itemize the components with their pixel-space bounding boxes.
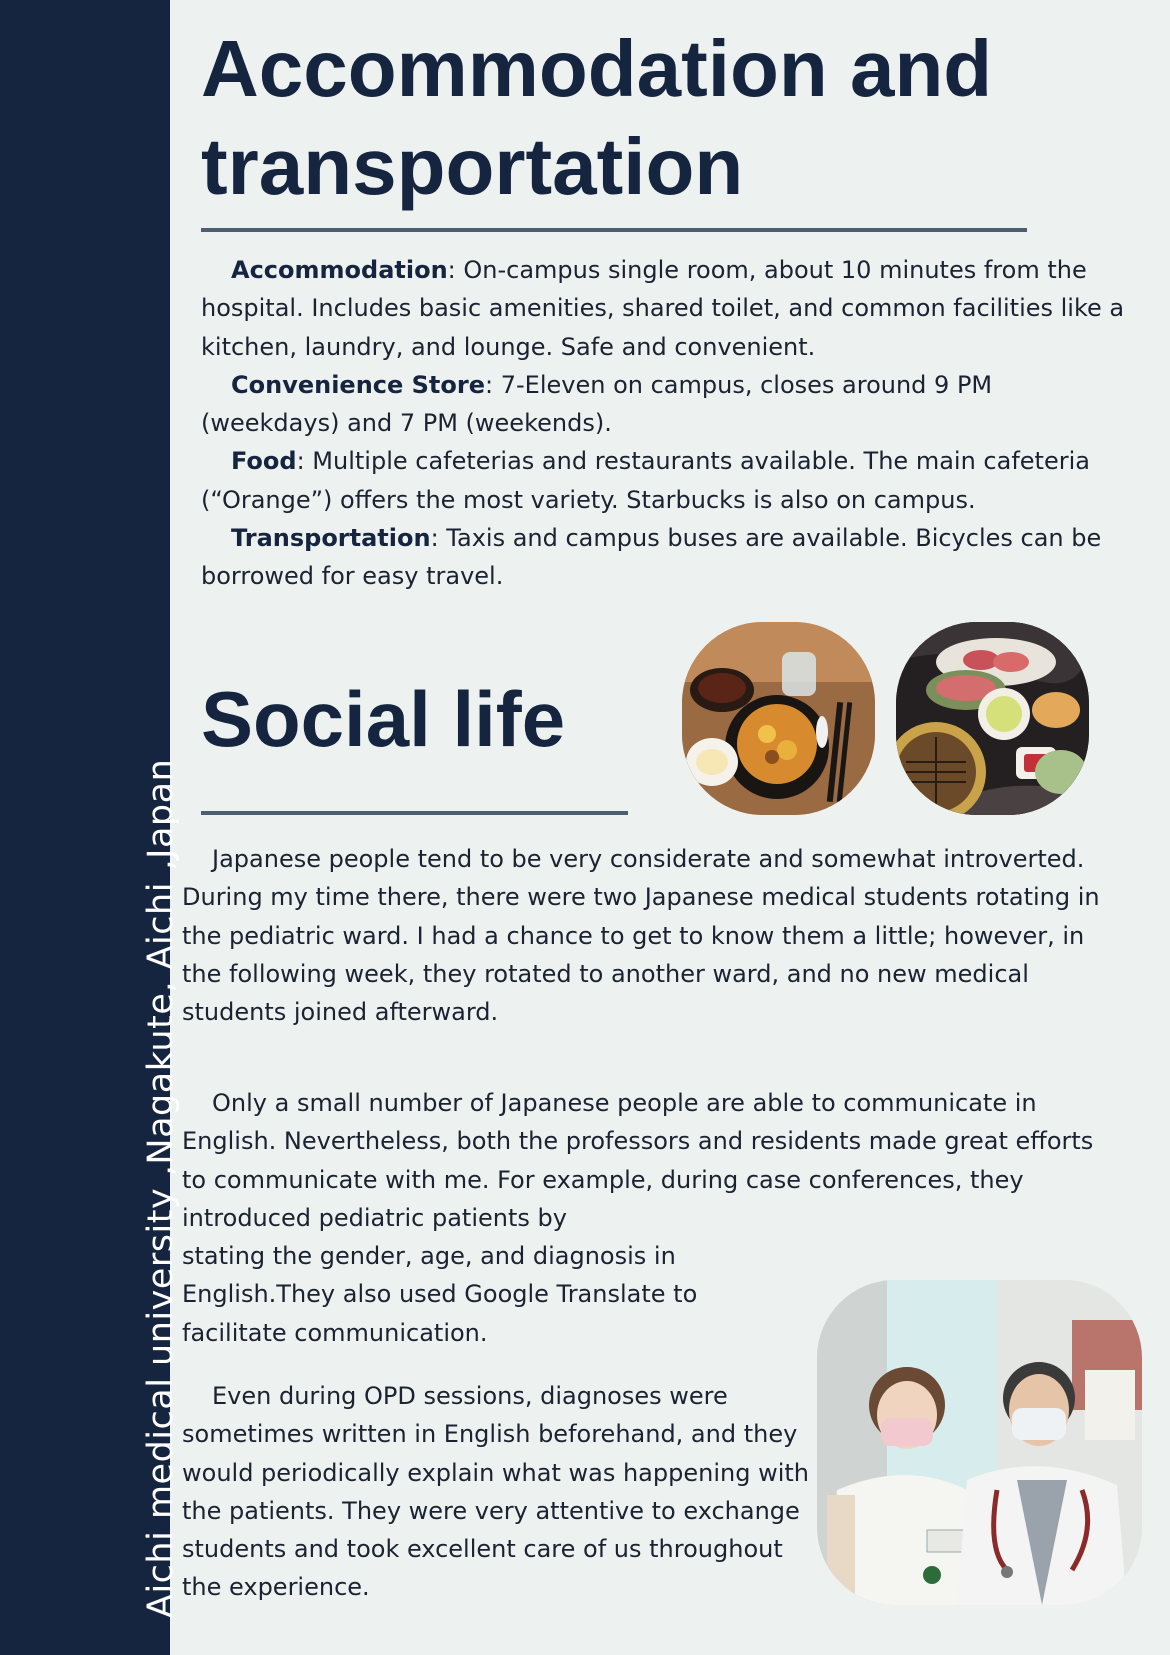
photo-student-and-professor (817, 1280, 1142, 1605)
item-label: Accommodation (231, 256, 448, 284)
item-label: Convenience Store (231, 370, 486, 399)
accommodation-title-line1: Accommodation and (201, 24, 993, 113)
item-text: : Taxis and campus buses are available. Bicycles can be borrowed for easy travel. (201, 524, 1102, 591)
accommodation-item (201, 251, 1136, 366)
sidebar (0, 0, 181, 1655)
accommodation-title-line2: transportation (201, 122, 744, 211)
social-divider (201, 811, 628, 815)
food-photo-yakiniku (896, 622, 1089, 815)
sidebar-location-text: Aichi medical university ,Nagakute, Aichi ,Japan (141, 758, 181, 1618)
item-label: Transportation (231, 524, 431, 553)
social-paragraph-3 (182, 1377, 817, 1607)
food-item (201, 442, 1136, 519)
paragraph-text: Even during OPD sessions, diagnoses were sometimes written in English beforehand, and they would periodically explain what was happening with the patients. They were very attentive to exchange students and took excellent care of us throughout the experience. (182, 1382, 809, 1602)
convenience-store-item (201, 366, 1136, 443)
paragraph-text-continued: stating the gender, age, and diagnosis in English.They also used Google Translate to facilitate communication. (182, 1242, 698, 1347)
paragraph-text: Only a small number of Japanese people are able to communicate in English. Nevertheless, both the professors and residents made great efforts to communicate with me. For example, during case conferences, they introduced pediatric patients by (182, 1089, 1094, 1232)
social-paragraph-1 (182, 840, 1117, 1031)
social-life-title: Social life (201, 675, 566, 763)
paragraph-text: Japanese people tend to be very considerate and somewhat introverted. During my time there, there were two Japanese medical students rotating in the pediatric ward. I had a chance to get to know them a little; however, in the following week, they rotated to another ward, and no new medical students joined afterward. (182, 845, 1100, 1027)
transportation-item (201, 519, 1136, 596)
food-photo-rice-bowl (682, 622, 875, 815)
title-divider (201, 228, 1027, 232)
item-text: : On-campus single room, about 10 minutes from the hospital. Includes basic amenities, shared toilet, and common facilities like a kitchen, laundry, and lounge. Safe and convenient. (201, 256, 1125, 361)
item-label: Food (231, 447, 297, 476)
item-text: : 7-Eleven on campus, closes around 9 PM (weekdays) and 7 PM (weekends). (201, 370, 993, 438)
accommodation-details (201, 251, 1136, 596)
item-text: : Multiple cafeterias and restaurants available. The main cafeteria (“Orange”) offers the most variety. Starbucks is also on campus. (201, 447, 1090, 514)
accommodation-title (201, 20, 992, 216)
